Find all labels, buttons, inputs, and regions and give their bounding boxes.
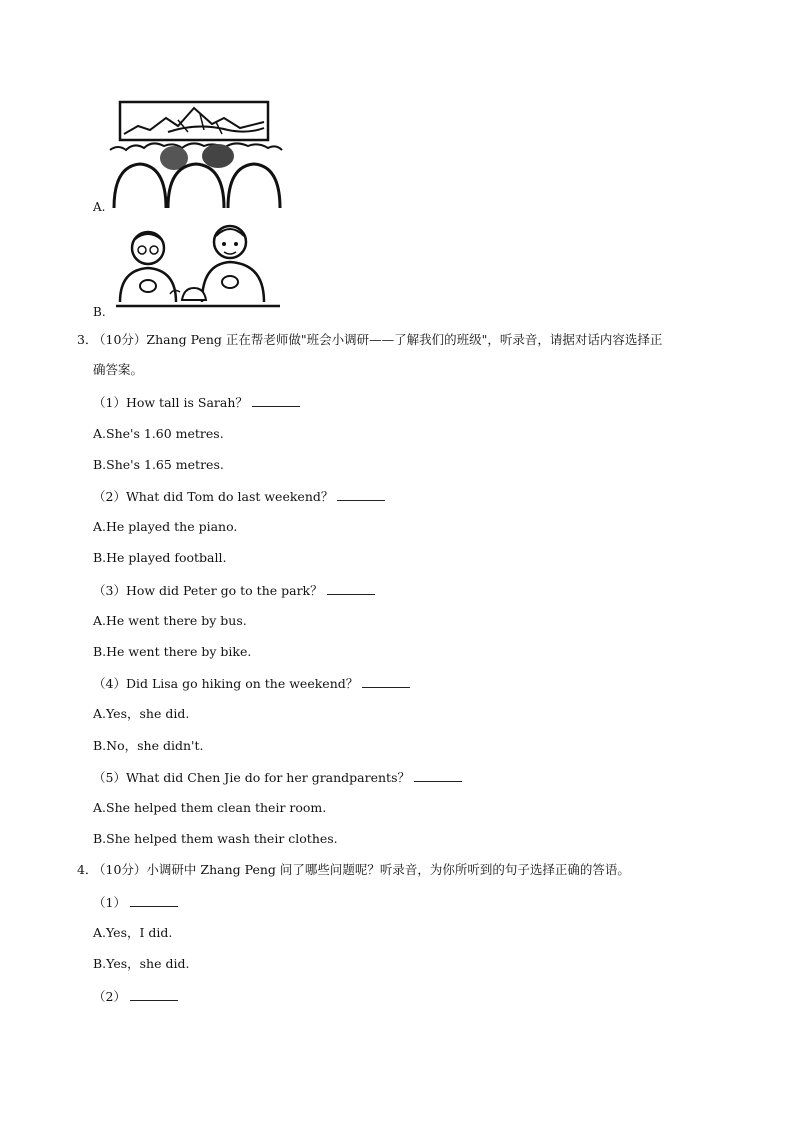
- children-watching-mountain-film-illustration: [108, 100, 284, 208]
- q3-item1-question: （1）How tall is Sarah？: [93, 394, 300, 411]
- q3-item1-option-a: A.She's 1.60 metres.: [93, 426, 224, 441]
- answer-blank[interactable]: [327, 582, 375, 595]
- q4-item2-question: （2）: [93, 988, 178, 1005]
- q3-item2-question: （2）What did Tom do last weekend？: [93, 488, 385, 505]
- q3-item3-question: （3）How did Peter go to the park？: [93, 582, 375, 599]
- option-b-letter: B.: [93, 305, 106, 319]
- q3-item3-option-b: B.He went there by bike.: [93, 644, 252, 659]
- option-a-letter: A.: [93, 200, 106, 214]
- q3-stem-line1: （10分）Zhang Peng 正在帮老师做"班会小调研——了解我们的班级"，听录音，请据对话内容选择正: [93, 332, 663, 347]
- q4-item1-option-b: B.Yes，she did.: [93, 956, 190, 971]
- answer-blank[interactable]: [130, 988, 178, 1001]
- q3-item5-option-b: B.She helped them wash their clothes.: [93, 831, 338, 846]
- q4-item1-option-a: A.Yes，I did.: [93, 925, 173, 940]
- q3-item2-option-a: A.He played the piano.: [93, 519, 238, 534]
- q4-stem: （10分）小调研中 Zhang Peng 问了哪些问题呢？听录音，为你所听到的句子选择正确的答语。: [93, 862, 630, 877]
- q3-stem-line2: 确答案。: [93, 362, 144, 377]
- q3-item2-option-b: B.He played football.: [93, 550, 227, 565]
- answer-blank[interactable]: [252, 394, 300, 407]
- q3-item1-option-b: B.She's 1.65 metres.: [93, 457, 224, 472]
- answer-blank[interactable]: [362, 675, 410, 688]
- q3-item4-question: （4）Did Lisa go hiking on the weekend？: [93, 675, 410, 692]
- q3-item3-option-a: A.He went there by bus.: [93, 613, 247, 628]
- q3-item5-option-a: A.She helped them clean their room.: [93, 800, 327, 815]
- grandparents-drinking-tea-illustration: [112, 222, 282, 310]
- q4-number: 4．: [77, 862, 98, 877]
- q3-number: 3．: [77, 332, 98, 347]
- q3-item4-option-b: B.No，she didn't.: [93, 738, 204, 753]
- answer-blank[interactable]: [414, 769, 462, 782]
- q3-item4-option-a: A.Yes，she did.: [93, 706, 190, 721]
- q3-item5-question: （5）What did Chen Jie do for her grandparents？: [93, 769, 462, 786]
- q4-item1-question: （1）: [93, 894, 178, 911]
- answer-blank[interactable]: [130, 894, 178, 907]
- answer-blank[interactable]: [337, 488, 385, 501]
